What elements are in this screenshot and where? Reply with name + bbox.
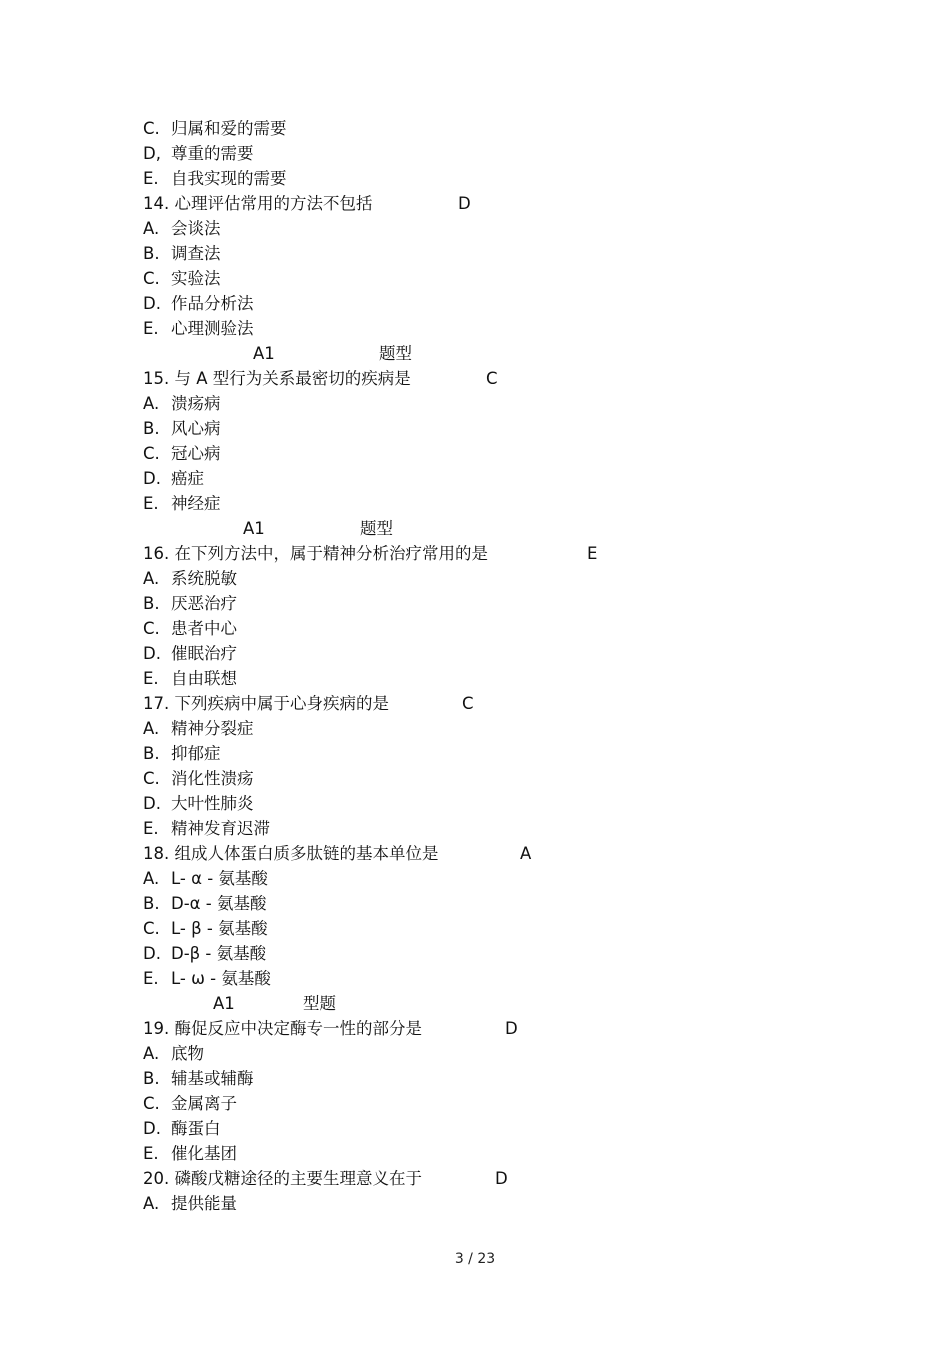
- option-row: [143, 491, 843, 516]
- option-text: 底物: [171, 1044, 204, 1063]
- option-row: [143, 1066, 843, 1091]
- option-label: A.: [143, 1044, 160, 1063]
- option-text: 催化基团: [171, 1144, 237, 1163]
- question-text: 19. 酶促反应中决定酶专一性的部分是: [143, 1019, 422, 1038]
- option-text: 风心病: [171, 419, 221, 438]
- option-label: E.: [143, 969, 159, 988]
- question-text: 14. 心理评估常用的方法不包括: [143, 194, 373, 213]
- option-text: 归属和爱的需要: [171, 119, 287, 138]
- option-text: 溃疡病: [171, 394, 221, 413]
- question-list: [143, 116, 843, 1216]
- option-text: 消化性溃疡: [171, 769, 254, 788]
- question-type-label: 题型: [379, 344, 412, 363]
- option-row: [143, 466, 843, 491]
- option-text: 辅基或辅酶: [171, 1069, 254, 1088]
- option-label: C.: [143, 1094, 160, 1113]
- question-type-label: 型题: [303, 994, 336, 1013]
- option-row: [143, 966, 843, 991]
- question-type-code: A1: [243, 519, 265, 538]
- option-label: C.: [143, 769, 160, 788]
- option-row: [143, 441, 843, 466]
- option-row: [143, 166, 843, 191]
- option-label: A.: [143, 219, 160, 238]
- question-type-code: A1: [213, 994, 235, 1013]
- option-label: E.: [143, 669, 159, 688]
- option-label: B.: [143, 244, 160, 263]
- option-text: 患者中心: [171, 619, 237, 638]
- option-text: 抑郁症: [171, 744, 221, 763]
- option-row: [143, 116, 843, 141]
- question-row: [143, 1166, 843, 1191]
- option-row: [143, 816, 843, 841]
- option-row: [143, 391, 843, 416]
- option-text: 自由联想: [171, 669, 237, 688]
- question-row: [143, 841, 843, 866]
- question-text: 15. 与 A 型行为关系最密切的疾病是: [143, 369, 411, 388]
- question-type-label: 题型: [360, 519, 393, 538]
- option-row: [143, 1141, 843, 1166]
- question-row: [143, 191, 843, 216]
- option-text: D-β - 氨基酸: [171, 944, 267, 963]
- option-row: [143, 1116, 843, 1141]
- option-text: 实验法: [171, 269, 221, 288]
- option-row: [143, 416, 843, 441]
- option-label: C.: [143, 444, 160, 463]
- option-row: [143, 591, 843, 616]
- option-row: [143, 866, 843, 891]
- option-text: 会谈法: [171, 219, 221, 238]
- option-row: [143, 216, 843, 241]
- option-label: D.: [143, 944, 161, 963]
- option-text: 调查法: [171, 244, 221, 263]
- option-row: [143, 241, 843, 266]
- option-row: [143, 641, 843, 666]
- option-row: [143, 616, 843, 641]
- option-text: 精神发育迟滞: [171, 819, 270, 838]
- option-label: E.: [143, 494, 159, 513]
- option-text: 提供能量: [171, 1194, 237, 1213]
- option-label: C.: [143, 269, 160, 288]
- option-label: A.: [143, 569, 160, 588]
- option-text: 自我实现的需要: [171, 169, 287, 188]
- option-label: E.: [143, 1144, 159, 1163]
- question-type-row: [143, 341, 843, 366]
- option-text: 催眠治疗: [171, 644, 237, 663]
- question-type-row: [143, 516, 843, 541]
- option-row: [143, 316, 843, 341]
- option-text: 大叶性肺炎: [171, 794, 254, 813]
- option-row: [143, 941, 843, 966]
- option-row: [143, 666, 843, 691]
- option-text: 心理测验法: [171, 319, 254, 338]
- answer-key: D: [458, 194, 471, 213]
- question-row: [143, 691, 843, 716]
- option-label: D,: [143, 144, 161, 163]
- option-text: 作品分析法: [171, 294, 254, 313]
- option-row: [143, 1191, 843, 1216]
- option-row: [143, 1041, 843, 1066]
- answer-key: D: [505, 1019, 518, 1038]
- option-label: D.: [143, 469, 161, 488]
- option-label: E.: [143, 819, 159, 838]
- option-label: D.: [143, 644, 161, 663]
- option-row: [143, 916, 843, 941]
- option-text: L- ω - 氨基酸: [171, 969, 271, 988]
- answer-key: A: [520, 844, 532, 863]
- option-label: D.: [143, 794, 161, 813]
- option-text: 癌症: [171, 469, 204, 488]
- option-label: B.: [143, 594, 160, 613]
- option-row: [143, 791, 843, 816]
- answer-key: C: [486, 369, 498, 388]
- option-row: [143, 566, 843, 591]
- option-row: [143, 291, 843, 316]
- option-text: 酶蛋白: [171, 1119, 221, 1138]
- option-row: [143, 266, 843, 291]
- option-label: C.: [143, 619, 160, 638]
- question-type-code: A1: [253, 344, 275, 363]
- option-label: B.: [143, 744, 160, 763]
- option-row: [143, 766, 843, 791]
- option-label: C.: [143, 119, 160, 138]
- option-text: 厌恶治疗: [171, 594, 237, 613]
- option-text: D-α - 氨基酸: [171, 894, 267, 913]
- option-text: 金属离子: [171, 1094, 237, 1113]
- question-row: [143, 1016, 843, 1041]
- option-text: 系统脱敏: [171, 569, 237, 588]
- option-row: [143, 741, 843, 766]
- option-label: D.: [143, 1119, 161, 1138]
- question-text: 20. 磷酸戊糖途径的主要生理意义在于: [143, 1169, 422, 1188]
- answer-key: D: [495, 1169, 508, 1188]
- option-row: [143, 141, 843, 166]
- option-text: L- α - 氨基酸: [171, 869, 268, 888]
- answer-key: C: [462, 694, 474, 713]
- option-row: [143, 891, 843, 916]
- option-text: 尊重的需要: [171, 144, 254, 163]
- option-label: A.: [143, 394, 160, 413]
- option-label: E.: [143, 169, 159, 188]
- question-type-row: [143, 991, 843, 1016]
- option-label: B.: [143, 894, 160, 913]
- question-row: [143, 541, 843, 566]
- question-text: 18. 组成人体蛋白质多肽链的基本单位是: [143, 844, 439, 863]
- option-label: A.: [143, 719, 160, 738]
- option-text: 精神分裂症: [171, 719, 254, 738]
- question-text: 16. 在下列方法中，属于精神分析治疗常用的是: [143, 544, 488, 563]
- question-row: [143, 366, 843, 391]
- option-text: L- β - 氨基酸: [171, 919, 268, 938]
- option-label: E.: [143, 319, 159, 338]
- question-text: 17. 下列疾病中属于心身疾病的是: [143, 694, 389, 713]
- option-row: [143, 1091, 843, 1116]
- option-label: A.: [143, 869, 160, 888]
- option-label: D.: [143, 294, 161, 313]
- page-number: 3 / 23: [454, 1251, 496, 1267]
- option-label: C.: [143, 919, 160, 938]
- option-row: [143, 716, 843, 741]
- option-text: 神经症: [171, 494, 221, 513]
- option-label: B.: [143, 1069, 160, 1088]
- answer-key: E: [587, 544, 598, 563]
- option-label: B.: [143, 419, 160, 438]
- option-text: 冠心病: [171, 444, 221, 463]
- option-label: A.: [143, 1194, 160, 1213]
